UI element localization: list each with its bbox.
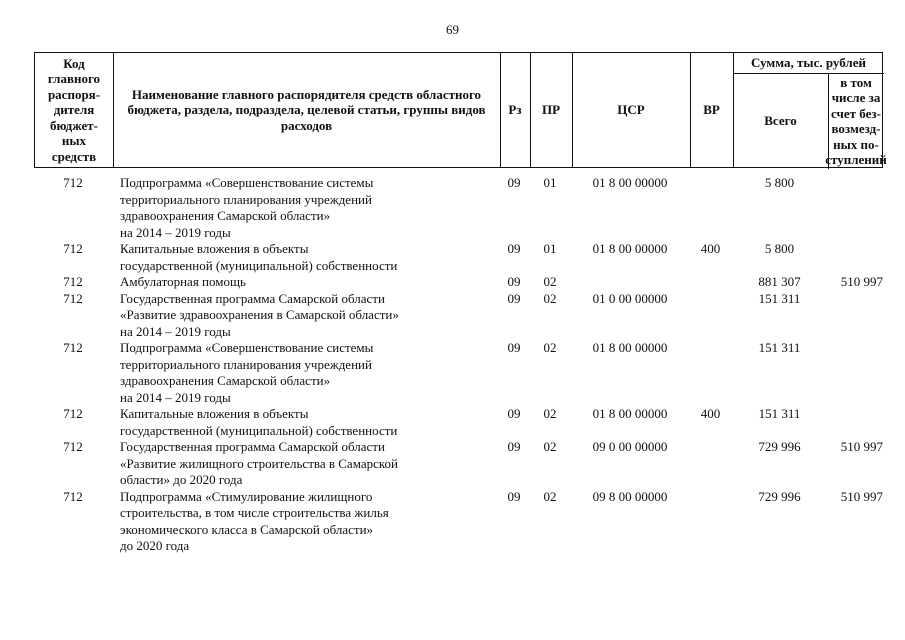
header-sum-group [733,53,887,167]
row-pr: 02 [543,439,557,454]
row-rz: 09 [507,340,521,355]
row-kod: 712 [63,340,83,355]
row-pr: 02 [543,290,557,306]
row-csr: 01 0 00 00000 [592,290,668,306]
row-csr: 09 8 00 00000 [592,488,668,504]
header-sum-all: Всего [764,113,797,129]
row-name: Подпрограмма «Совершенствование системы территориального планирования учреждений здравоохранения Самарской области» на 2014 – 2019 годы [120,175,374,240]
header-vr: ВР [703,102,720,118]
row-sum-free: 510 997 [840,439,883,454]
row-name: Подпрограмма «Стимулирование жилищного строительства, в том числе строительства жилья экономического класса в Самарской области» до 2020 года [120,488,389,553]
table-row [34,439,883,489]
row-name: Капитальные вложения в объекты государственной (муниципальной) собственности [120,241,398,273]
row-kod: 712 [63,488,83,504]
row-sum: 5 800 [764,241,795,256]
row-pr: 01 [543,241,557,256]
row-sum: 881 307 [758,274,801,289]
row-csr: 01 8 00 00000 [592,406,668,421]
row-rz: 09 [507,175,521,190]
row-name: Амбулаторная помощь [120,274,246,289]
row-pr: 02 [543,406,557,421]
header-csr: ЦСР [617,102,645,118]
table-body [34,175,883,555]
page-number: 69 [446,22,459,37]
row-csr: 09 0 00 00000 [592,439,668,454]
row-pr: 01 [543,175,557,190]
row-vr: 400 [700,406,721,421]
header-name: Наименование главного распорядителя средств областного бюджета, раздела, подраздела, целевой статьи, группы видов расходов [127,86,486,133]
header-kod: Код главного распоря-дителя бюджет-ных средств [47,55,101,164]
table-row [34,489,883,555]
row-csr: 01 8 00 00000 [592,175,668,190]
row-name: Подпрограмма «Совершенствование системы территориального планирования учреждений здравоохранения Самарской области» на 2014 – 2019 годы [120,340,374,405]
table-row [34,406,883,439]
row-name: Государственная программа Самарской области «Развитие здравоохранения в Самарской области» на 2014 – 2019 годы [120,290,399,339]
header-rz: Рз [508,102,522,118]
row-pr: 02 [543,488,557,504]
row-pr: 02 [543,274,557,289]
header-sum-free: в том числе за счет без-возмезд-ных по-ступлений [825,74,887,167]
row-vr: 400 [700,241,721,256]
row-sum: 151 311 [758,340,801,355]
row-sum: 5 800 [764,175,795,190]
row-rz: 09 [507,488,521,504]
row-kod: 712 [63,290,83,306]
row-sum-free: 510 997 [840,274,883,289]
row-rz: 09 [507,439,521,454]
row-kod: 712 [63,241,83,256]
row-kod: 712 [63,439,83,454]
table-row [34,175,883,241]
row-csr: 01 8 00 00000 [592,340,668,355]
row-csr: 01 8 00 00000 [592,241,668,256]
row-pr: 02 [543,340,557,355]
row-rz: 09 [507,241,521,256]
row-rz: 09 [507,274,521,289]
row-name: Государственная программа Самарской области «Развитие жилищного строительства в Самарской области» до 2020 года [120,439,398,487]
row-rz: 09 [507,406,521,421]
table-row [34,291,883,341]
row-name: Капитальные вложения в объекты государственной (муниципальной) собственности [120,406,398,438]
row-sum: 729 996 [758,488,801,504]
header-pr: ПР [541,102,561,118]
row-sum: 729 996 [758,439,801,454]
row-kod: 712 [63,175,83,190]
row-sum-free: 510 997 [840,488,883,504]
row-sum: 151 311 [758,406,801,421]
row-kod: 712 [63,406,83,421]
header-sum-title: Сумма, тыс. рублей [751,55,866,71]
table-header [34,52,887,168]
table-row [34,340,883,406]
table-row [34,241,883,274]
row-sum: 151 311 [758,290,801,306]
row-kod: 712 [63,274,83,289]
row-rz: 09 [507,290,521,306]
table-row [34,274,883,291]
